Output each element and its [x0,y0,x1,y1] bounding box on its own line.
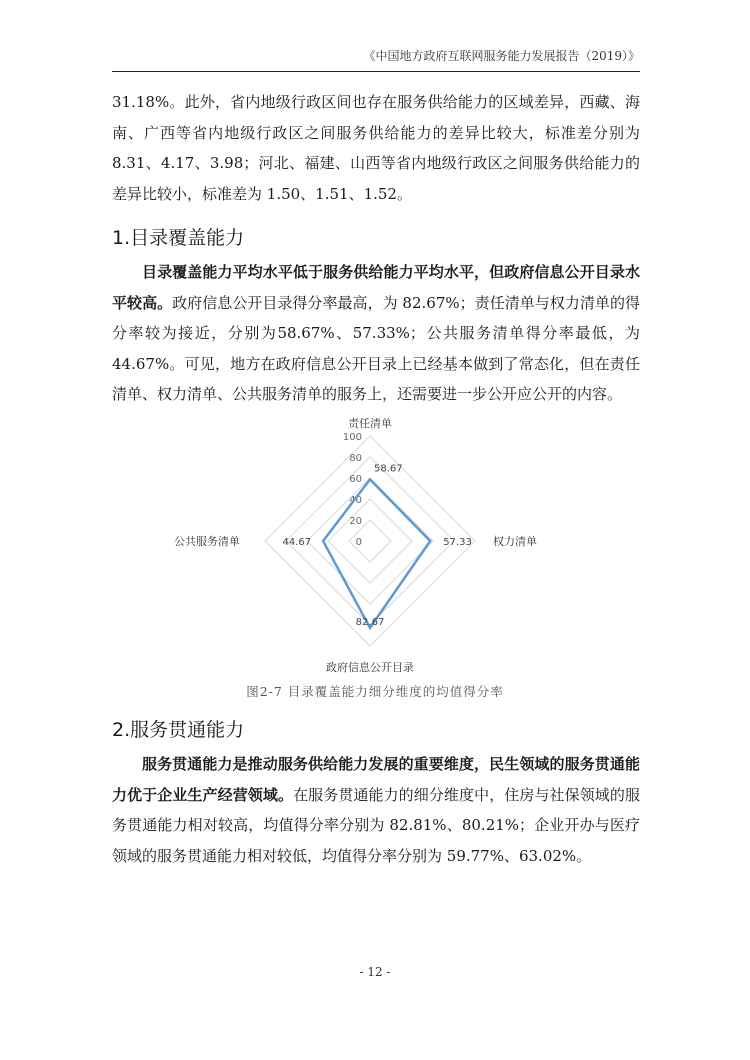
radar-tick-label: 20 [349,516,362,527]
radar-value-label: 82.67 [355,616,385,628]
section2-bold-lead: 服务贯通能力是推动服务供给能力发展的重要维度，民生领域的服务贯通能力优于企业生产经营领域。 [112,755,640,804]
section1-bold-lead: 目录覆盖能力平均水平低于服务供给能力平均水平，但政府信息公开目录水平较高。 [112,263,640,312]
intro-paragraph: 31.18%。此外，省内地级行政区间也存在服务供给能力的区域差异，西藏、海南、广西等省内地级行政区之间服务供给能力的差异比较大，标准差分别为 8.31、4.17、3.98；河北、福建、山西等省内地级行政区之间服务供给能力的差异比较小，标准差为 1.50、1.51、1.52。 [112,93,640,203]
radar-value-label: 58.67 [374,463,403,475]
radar-axis-label: 权力清单 [493,535,537,548]
radar-grid-ring [307,478,433,604]
running-header: 《中国地方政府互联网服务能力发展报告（2019）》 [363,49,640,63]
radar-value-label: 44.67 [282,537,312,548]
figure-caption: 图2-7 目录覆盖能力细分维度的均值得分率 [246,684,504,699]
radar-value-label: 57.33 [443,537,472,548]
section-heading-catalog-coverage: 1.目录覆盖能力 [112,227,245,249]
section1-body: 政府信息公开目录得分率最高，为 82.67%；责任清单与权力清单的得分率较为接近，分别为58.67%、57.33%；公共服务清单得分率最低，为44.67%。可见，地方在政府信息公开目录上已经基本做到了常态化，但在责任清单、权力清单、公共服务清单的服务上，还需要进一步公开应公开的内容。 [112,293,640,403]
radar-axis-label: 责任清单 [348,417,392,430]
section1-paragraph [112,257,640,410]
radar-axis-label: 政府信息公开目录 [326,661,414,674]
radar-grid-ring [328,499,412,583]
radar-tick-label: 100 [342,432,362,443]
radar-tick-label: 0 [355,537,362,548]
radar-tick-label: 40 [349,495,362,506]
header-rule [112,71,640,72]
radar-tick-label: 80 [349,453,362,464]
radar-axis-label: 公共服务清单 [174,535,240,548]
section2-body: 在服务贯通能力的细分维度中，住房与社保领域的服务贯通能力相对较高，均值得分率分别为 82.81%、80.21%；企业开办与医疗领域的服务贯通能力相对较低，均值得分率分别为 59.77%、63.02%。 [112,785,640,865]
page-number: - 12 - [359,965,391,979]
radar-chart [174,408,560,674]
section2-paragraph [112,749,640,871]
radar-tick-label: 60 [349,474,362,485]
section-heading-service-connectivity: 2.服务贯通能力 [112,719,245,741]
